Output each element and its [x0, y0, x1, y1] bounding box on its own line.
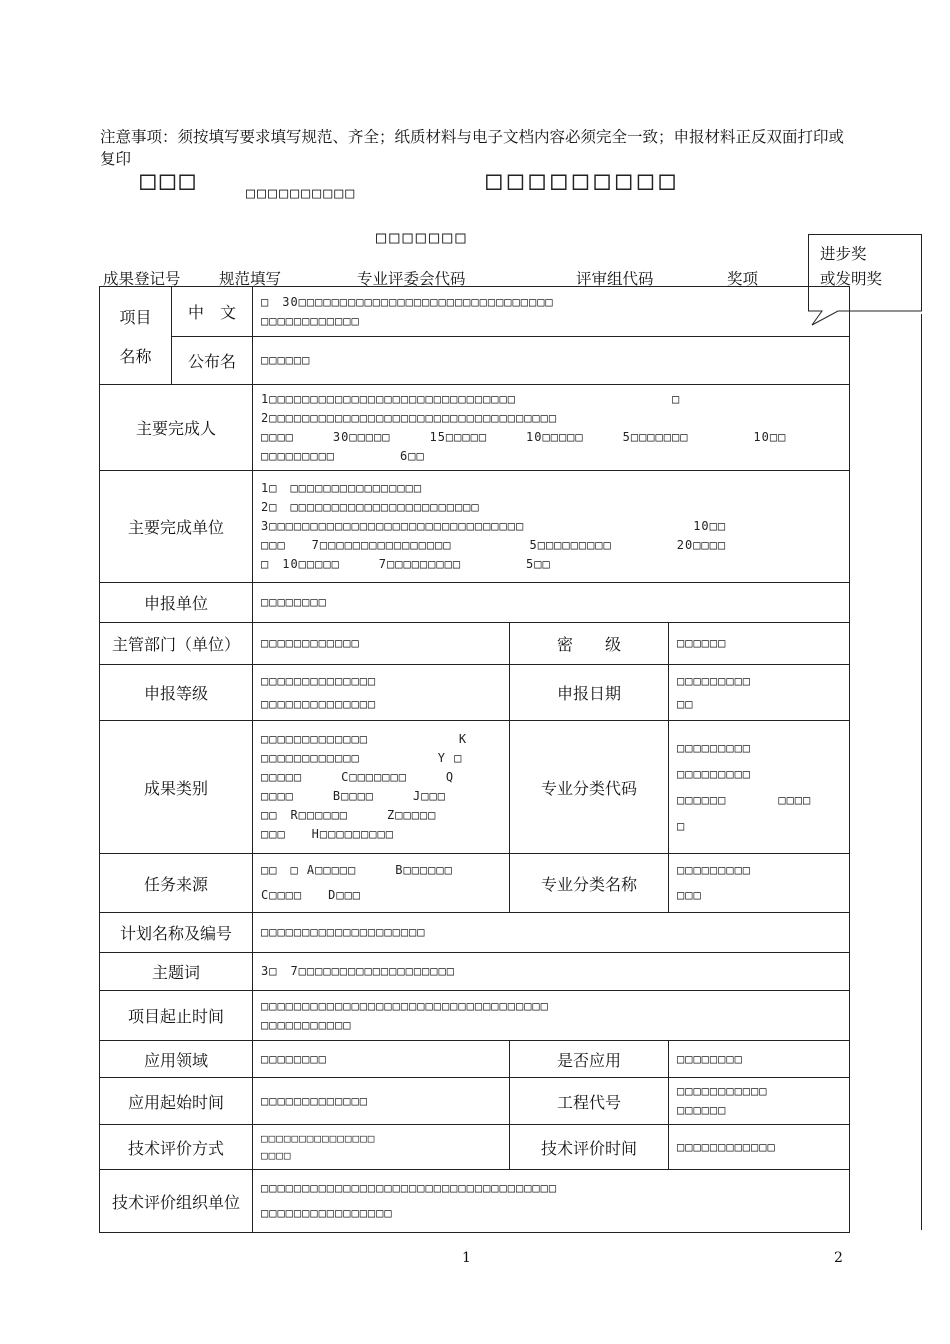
category-line-2: □□□□□□□□□□□□ Y □	[261, 751, 463, 765]
category-line-4: □□□□ B□□□□ J□□□	[261, 789, 446, 803]
eval-org-label: 技术评价组织单位	[100, 1170, 253, 1233]
class-code-line-3: □□□□□□ □□□□	[677, 793, 812, 807]
row-applicant	[100, 583, 850, 623]
category-line-1: □□□□□□□□□□□□□ K	[261, 732, 468, 746]
applied-value[interactable]: □□□□□□□□	[669, 1041, 850, 1078]
row-source	[100, 854, 850, 913]
completers-line-2: 2□□□□□□□□□□□□□□□□□□□□□□□□□□□□□□□□□□□	[261, 410, 558, 425]
project-code-line-1: □□□□□□□□□□□	[677, 1084, 768, 1098]
secret-level-value[interactable]: □□□□□□	[669, 623, 850, 665]
source-label: 任务来源	[100, 854, 253, 913]
form-title-sub: □□□□□□□□□□	[246, 184, 357, 202]
row-units	[100, 471, 850, 583]
completers-line-3: □□□□ 30□□□□□ 15□□□□□ 10□□□□□ 5□□□□□□□ 10□□	[261, 429, 787, 444]
class-name-line-1: □□□□□□□□□	[677, 863, 752, 877]
field-value[interactable]: □□□□□□□□	[253, 1041, 510, 1078]
dept-value[interactable]: □□□□□□□□□□□□	[253, 623, 510, 665]
row-eval-org	[100, 1170, 850, 1233]
keywords-value[interactable]: 3□ 7□□□□□□□□□□□□□□□□□□□	[253, 953, 850, 991]
period-label: 项目起止时间	[100, 991, 253, 1041]
units-line-2: 2□ □□□□□□□□□□□□□□□□□□□□□□□	[261, 500, 480, 514]
date-label: 申报日期	[510, 665, 669, 721]
cn-name-line-2: □□□□□□□□□□□□	[261, 313, 360, 328]
applicant-value[interactable]: □□□□□□□□	[253, 583, 850, 623]
row-plan	[100, 913, 850, 953]
level-line-1: □□□□□□□□□□□□□□	[261, 673, 377, 688]
row-field	[100, 1041, 850, 1078]
start-value[interactable]: □□□□□□□□□□□□□	[253, 1078, 510, 1125]
source-value[interactable]	[253, 854, 510, 913]
row-category	[100, 721, 850, 854]
level-value[interactable]	[253, 665, 510, 721]
field-label: 应用领域	[100, 1041, 253, 1078]
callout-line-2: 或发明奖	[820, 270, 883, 288]
level-label: 申报等级	[100, 665, 253, 721]
eval-time-value[interactable]: □□□□□□□□□□□□	[669, 1125, 850, 1170]
units-label: 主要完成单位	[100, 471, 253, 583]
keywords-label: 主题词	[100, 953, 253, 991]
form-subtitle: □□□□□□□	[376, 228, 469, 248]
row-dept	[100, 623, 850, 665]
project-label-2: 名称	[119, 346, 152, 366]
class-code-label: 专业分类代码	[510, 721, 669, 854]
eval-value[interactable]	[253, 1125, 510, 1170]
reg-no-value: 规范填写	[219, 270, 282, 288]
callout-line-1: 进步奖	[820, 245, 867, 263]
page-number-right: 2	[834, 1250, 843, 1266]
class-code-line-4: □	[677, 819, 686, 833]
class-name-value[interactable]	[669, 854, 850, 913]
notice-text: 注意事项：须按填写要求填写规范、齐全；纸质材料与电子文档内容必须完全一致；申报材料正反双面打印或复印	[100, 128, 845, 168]
completers-label: 主要完成人	[100, 385, 253, 471]
start-label: 应用起始时间	[100, 1078, 253, 1125]
category-line-5: □□ R□□□□□□ Z□□□□□	[261, 808, 437, 822]
class-code-value[interactable]	[669, 721, 850, 854]
date-line-2: □□	[677, 696, 694, 711]
source-line-1: □□ □ A□□□□□ B□□□□□□	[261, 863, 453, 877]
eval-time-label: 技术评价时间	[510, 1125, 669, 1170]
dept-label: 主管部门（单位）	[100, 623, 253, 665]
committee-code-label: 专业评委会代码	[357, 270, 466, 288]
completers-line-4: □□□□□□□□□ 6□□	[261, 448, 425, 463]
completers-line-1: 1□□□□□□□□□□□□□□□□□□□□□□□□□□□□□□ □	[261, 391, 681, 406]
project-code-label: 工程代号	[510, 1078, 669, 1125]
class-name-label: 专业分类名称	[510, 854, 669, 913]
period-value[interactable]	[253, 991, 850, 1041]
eval-line-1: □□□□□□□□□□□□□□□	[261, 1132, 376, 1145]
row-level	[100, 665, 850, 721]
period-line-1: □□□□□□□□□□□□□□□□□□□□□□□□□□□□□□□□□□□	[261, 998, 549, 1013]
period-line-2: □□□□□□□□□□□	[261, 1017, 352, 1032]
plan-label: 计划名称及编号	[100, 913, 253, 953]
units-line-1: 1□ □□□□□□□□□□□□□□□□	[261, 481, 423, 495]
row-completers	[100, 385, 850, 471]
margin-rule	[921, 314, 922, 1230]
pub-name-label: 公布名	[172, 337, 253, 385]
category-line-6: □□□ H□□□□□□□□□	[261, 827, 394, 841]
completers-value[interactable]	[253, 385, 850, 471]
row-period	[100, 991, 850, 1041]
row-start	[100, 1078, 850, 1125]
category-value[interactable]	[253, 721, 510, 854]
secret-level-label: 密 级	[510, 623, 669, 665]
class-name-line-2: □□□	[677, 888, 702, 902]
plan-value[interactable]: □□□□□□□□□□□□□□□□□□□□	[253, 913, 850, 953]
form-title-right: □□□□□□□□□	[486, 166, 681, 196]
project-code-value[interactable]	[669, 1078, 850, 1125]
eval-line-2: □□□□	[261, 1149, 292, 1162]
class-code-line-2: □□□□□□□□□	[677, 767, 752, 781]
cn-name-label: 中 文	[172, 287, 253, 337]
category-label: 成果类别	[100, 721, 253, 854]
project-name-label	[100, 287, 172, 385]
applicant-label: 申报单位	[100, 583, 253, 623]
eval-org-line-1: □□□□□□□□□□□□□□□□□□□□□□□□□□□□□□□□□□□□	[261, 1181, 558, 1195]
group-code-label: 评审组代码	[576, 270, 654, 288]
class-code-line-1: □□□□□□□□□	[677, 741, 752, 755]
cn-name-value[interactable]	[253, 287, 850, 337]
form-title-left: □□□	[140, 166, 199, 196]
row-project-cn	[100, 287, 850, 337]
date-line-1: □□□□□□□□□	[677, 673, 752, 688]
eval-org-value[interactable]	[253, 1170, 850, 1233]
reg-no-label: 成果登记号	[103, 270, 181, 288]
units-line-5: □ 10□□□□□ 7□□□□□□□□□ 5□□	[261, 557, 551, 571]
category-line-3: □□□□□ C□□□□□□□ Q	[261, 770, 455, 784]
applied-label: 是否应用	[510, 1041, 669, 1078]
page-number-left: 1	[462, 1250, 471, 1266]
application-form-table	[99, 286, 850, 1233]
eval-org-line-2: □□□□□□□□□□□□□□□□	[261, 1206, 393, 1220]
row-project-pub	[100, 337, 850, 385]
row-keywords	[100, 953, 850, 991]
level-line-2: □□□□□□□□□□□□□□	[261, 696, 377, 711]
row-eval	[100, 1125, 850, 1170]
award-label: 奖项	[727, 270, 759, 288]
project-label-1: 项目	[119, 307, 152, 327]
units-line-3: 3□□□□□□□□□□□□□□□□□□□□□□□□□□□□□□□ 10□□	[261, 519, 727, 533]
source-line-2: C□□□□ D□□□	[261, 888, 362, 902]
cn-name-line-1: □ 30□□□□□□□□□□□□□□□□□□□□□□□□□□□□□□□	[261, 294, 554, 309]
units-value[interactable]	[253, 471, 850, 583]
date-value[interactable]	[669, 665, 850, 721]
units-line-4: □□□ 7□□□□□□□□□□□□□□□□ 5□□□□□□□□□ 20□□□□	[261, 538, 727, 552]
eval-label: 技术评价方式	[100, 1125, 253, 1170]
pub-name-value[interactable]: □□□□□□	[253, 337, 850, 385]
project-code-line-2: □□□□□□	[677, 1103, 727, 1117]
